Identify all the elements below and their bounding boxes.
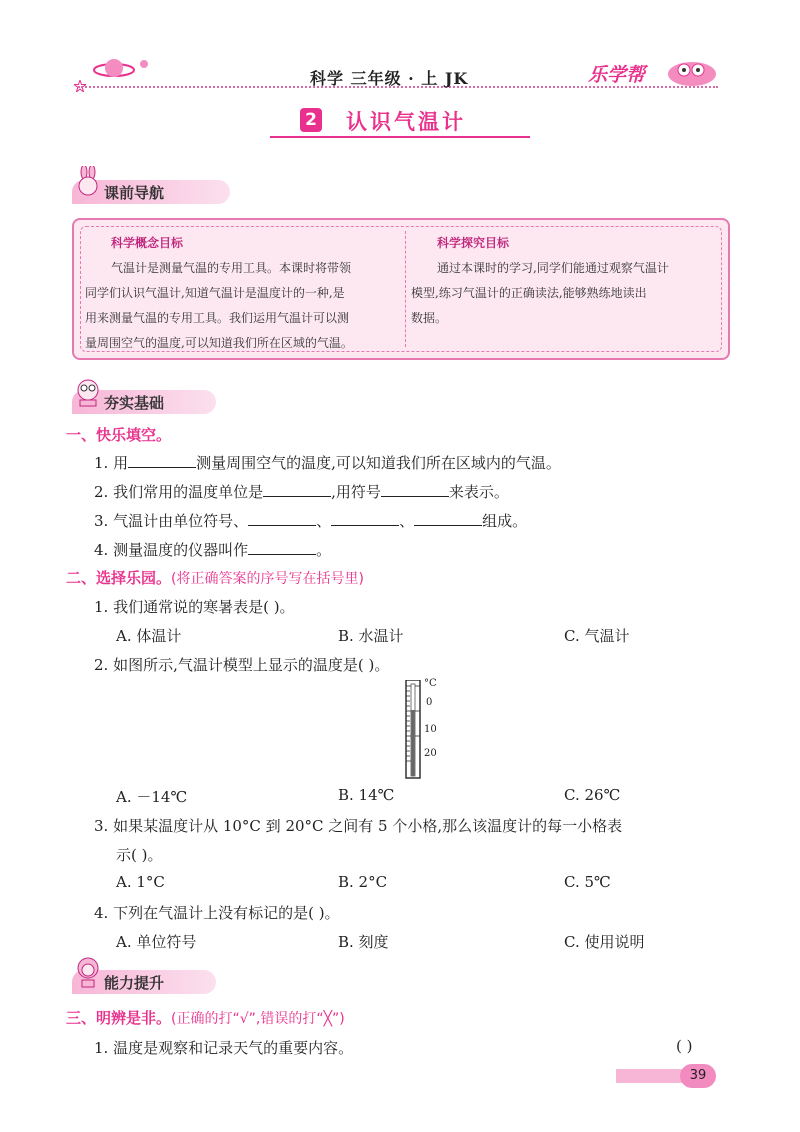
q-text: 3. 气温计由单位符号、	[94, 512, 249, 530]
part2-question-3-cont: 示( )。	[116, 846, 163, 864]
answer-blank[interactable]	[263, 482, 331, 497]
option-b[interactable]: B. 14℃	[338, 786, 395, 804]
thermometer-figure	[404, 680, 448, 780]
section-banner-basics	[72, 390, 216, 414]
concept-goals	[85, 231, 399, 356]
inquiry-goals-line: 模型,练习气温计的正确读法,能够熟练地读出	[411, 286, 647, 300]
option-c[interactable]: C. 气温计	[564, 627, 630, 645]
q-text: 测量周围空气的温度,可以知道我们所在区域内的气温。	[196, 454, 561, 472]
part1-question-3	[94, 510, 527, 531]
goals-box	[72, 218, 730, 360]
section-title-basics: 夯实基础	[104, 394, 165, 412]
inquiry-goals	[411, 231, 717, 331]
part2-title	[66, 567, 364, 588]
part3-note: (正确的打“√”,错误的打“╳”)	[171, 1011, 345, 1027]
option-b[interactable]: B. 水温计	[338, 627, 404, 645]
lesson-number: 2	[300, 108, 322, 132]
part1-question-1	[94, 452, 561, 473]
part1-title: 一、快乐填空。	[66, 426, 172, 444]
thermometer-scale	[404, 680, 422, 780]
q-text: 来表示。	[448, 483, 509, 501]
section-banner-preview	[72, 180, 230, 204]
planet-icon	[92, 54, 152, 84]
q-text: ,用符号	[331, 483, 381, 501]
part2-title-text: 二、选择乐园。	[66, 569, 172, 587]
page-number: 39	[680, 1064, 716, 1088]
lesson-underline	[270, 136, 530, 138]
part2-question-3: 3. 如果某温度计从 10°C 到 20°C 之间有 5 个小格,那么该温度计的每一小格表	[94, 817, 623, 835]
q-text: 组成。	[482, 512, 528, 530]
thermometer-tick-label: 10	[424, 724, 437, 735]
concept-goals-line: 用来测量气温的专用工具。我们运用气温计可以测	[85, 311, 350, 325]
option-a[interactable]: A. －14℃	[116, 788, 188, 806]
part1-question-2	[94, 481, 509, 502]
concept-goals-line: 同学们认识气温计,知道气温计是温度计的一种,是	[85, 286, 345, 300]
part2-question-4: 4. 下列在气温计上没有标记的是( )。	[94, 904, 340, 922]
part2-question-2: 2. 如图所示,气温计模型上显示的温度是( )。	[94, 656, 390, 674]
concept-goals-line: 气温计是测量气温的专用工具。本课时将带领	[111, 261, 352, 275]
option-b[interactable]: B. 刻度	[338, 933, 389, 951]
answer-blank[interactable]	[248, 511, 316, 526]
section-banner-ability	[72, 970, 216, 994]
answer-blank[interactable]	[414, 511, 482, 526]
part1-question-4	[94, 539, 331, 560]
answer-blank[interactable]	[331, 511, 399, 526]
brand-logo: 乐学帮	[588, 64, 646, 86]
part3-title	[66, 1007, 345, 1028]
option-c[interactable]: C. 5℃	[564, 873, 611, 891]
q-text: 、	[399, 512, 415, 530]
girl-mascot-icon	[76, 956, 100, 988]
option-c[interactable]: C. 26℃	[564, 786, 621, 804]
section-title-ability: 能力提升	[104, 974, 165, 992]
rabbit-mascot-icon	[76, 166, 100, 198]
inquiry-goals-line: 数据。	[411, 311, 448, 325]
answer-blank[interactable]	[248, 540, 316, 555]
q-text: 1. 用	[94, 454, 129, 472]
answer-paren[interactable]: ( )	[676, 1037, 693, 1055]
mascot-rocket-icon	[664, 52, 720, 90]
answer-blank[interactable]	[128, 453, 196, 468]
option-c[interactable]: C. 使用说明	[564, 933, 645, 951]
goals-inner-frame	[80, 226, 722, 352]
goals-divider	[405, 231, 406, 347]
section-title-preview: 课前导航	[104, 184, 165, 202]
option-a[interactable]: A. 体温计	[116, 627, 182, 645]
option-a[interactable]: A. 1°C	[116, 873, 165, 891]
part2-question-1: 1. 我们通常说的寒暑表是( )。	[94, 598, 295, 616]
q-text: 4. 测量温度的仪器叫作	[94, 541, 249, 559]
thermometer-unit: °C	[424, 678, 437, 689]
option-a[interactable]: A. 单位符号	[116, 933, 197, 951]
answer-blank[interactable]	[381, 482, 449, 497]
inquiry-goals-heading: 科学探究目标	[437, 236, 510, 250]
part2-note: (将正确答案的序号写在括号里)	[171, 571, 364, 587]
q-text: 、	[316, 512, 332, 530]
thermometer-tick-label: 0	[426, 697, 433, 708]
part3-question-1: 1. 温度是观察和记录天气的重要内容。	[94, 1039, 354, 1057]
q-text: 2. 我们常用的温度单位是	[94, 483, 264, 501]
part3-title-text: 三、明辨是非。	[66, 1009, 172, 1027]
thermometer-tick-label: 20	[424, 748, 437, 759]
inquiry-goals-line: 通过本课时的学习,同学们能通过观察气温计	[437, 261, 669, 275]
q-text: 。	[316, 541, 332, 559]
concept-goals-heading: 科学概念目标	[111, 236, 184, 250]
concept-goals-line: 量周围空气的温度,可以知道我们所在区域的气温。	[85, 336, 353, 350]
owl-mascot-icon	[76, 376, 100, 408]
option-b[interactable]: B. 2°C	[338, 873, 388, 891]
book-title: 科学 三年级 · 上 JK	[310, 69, 469, 88]
lesson-title: 认识气温计	[346, 110, 466, 134]
